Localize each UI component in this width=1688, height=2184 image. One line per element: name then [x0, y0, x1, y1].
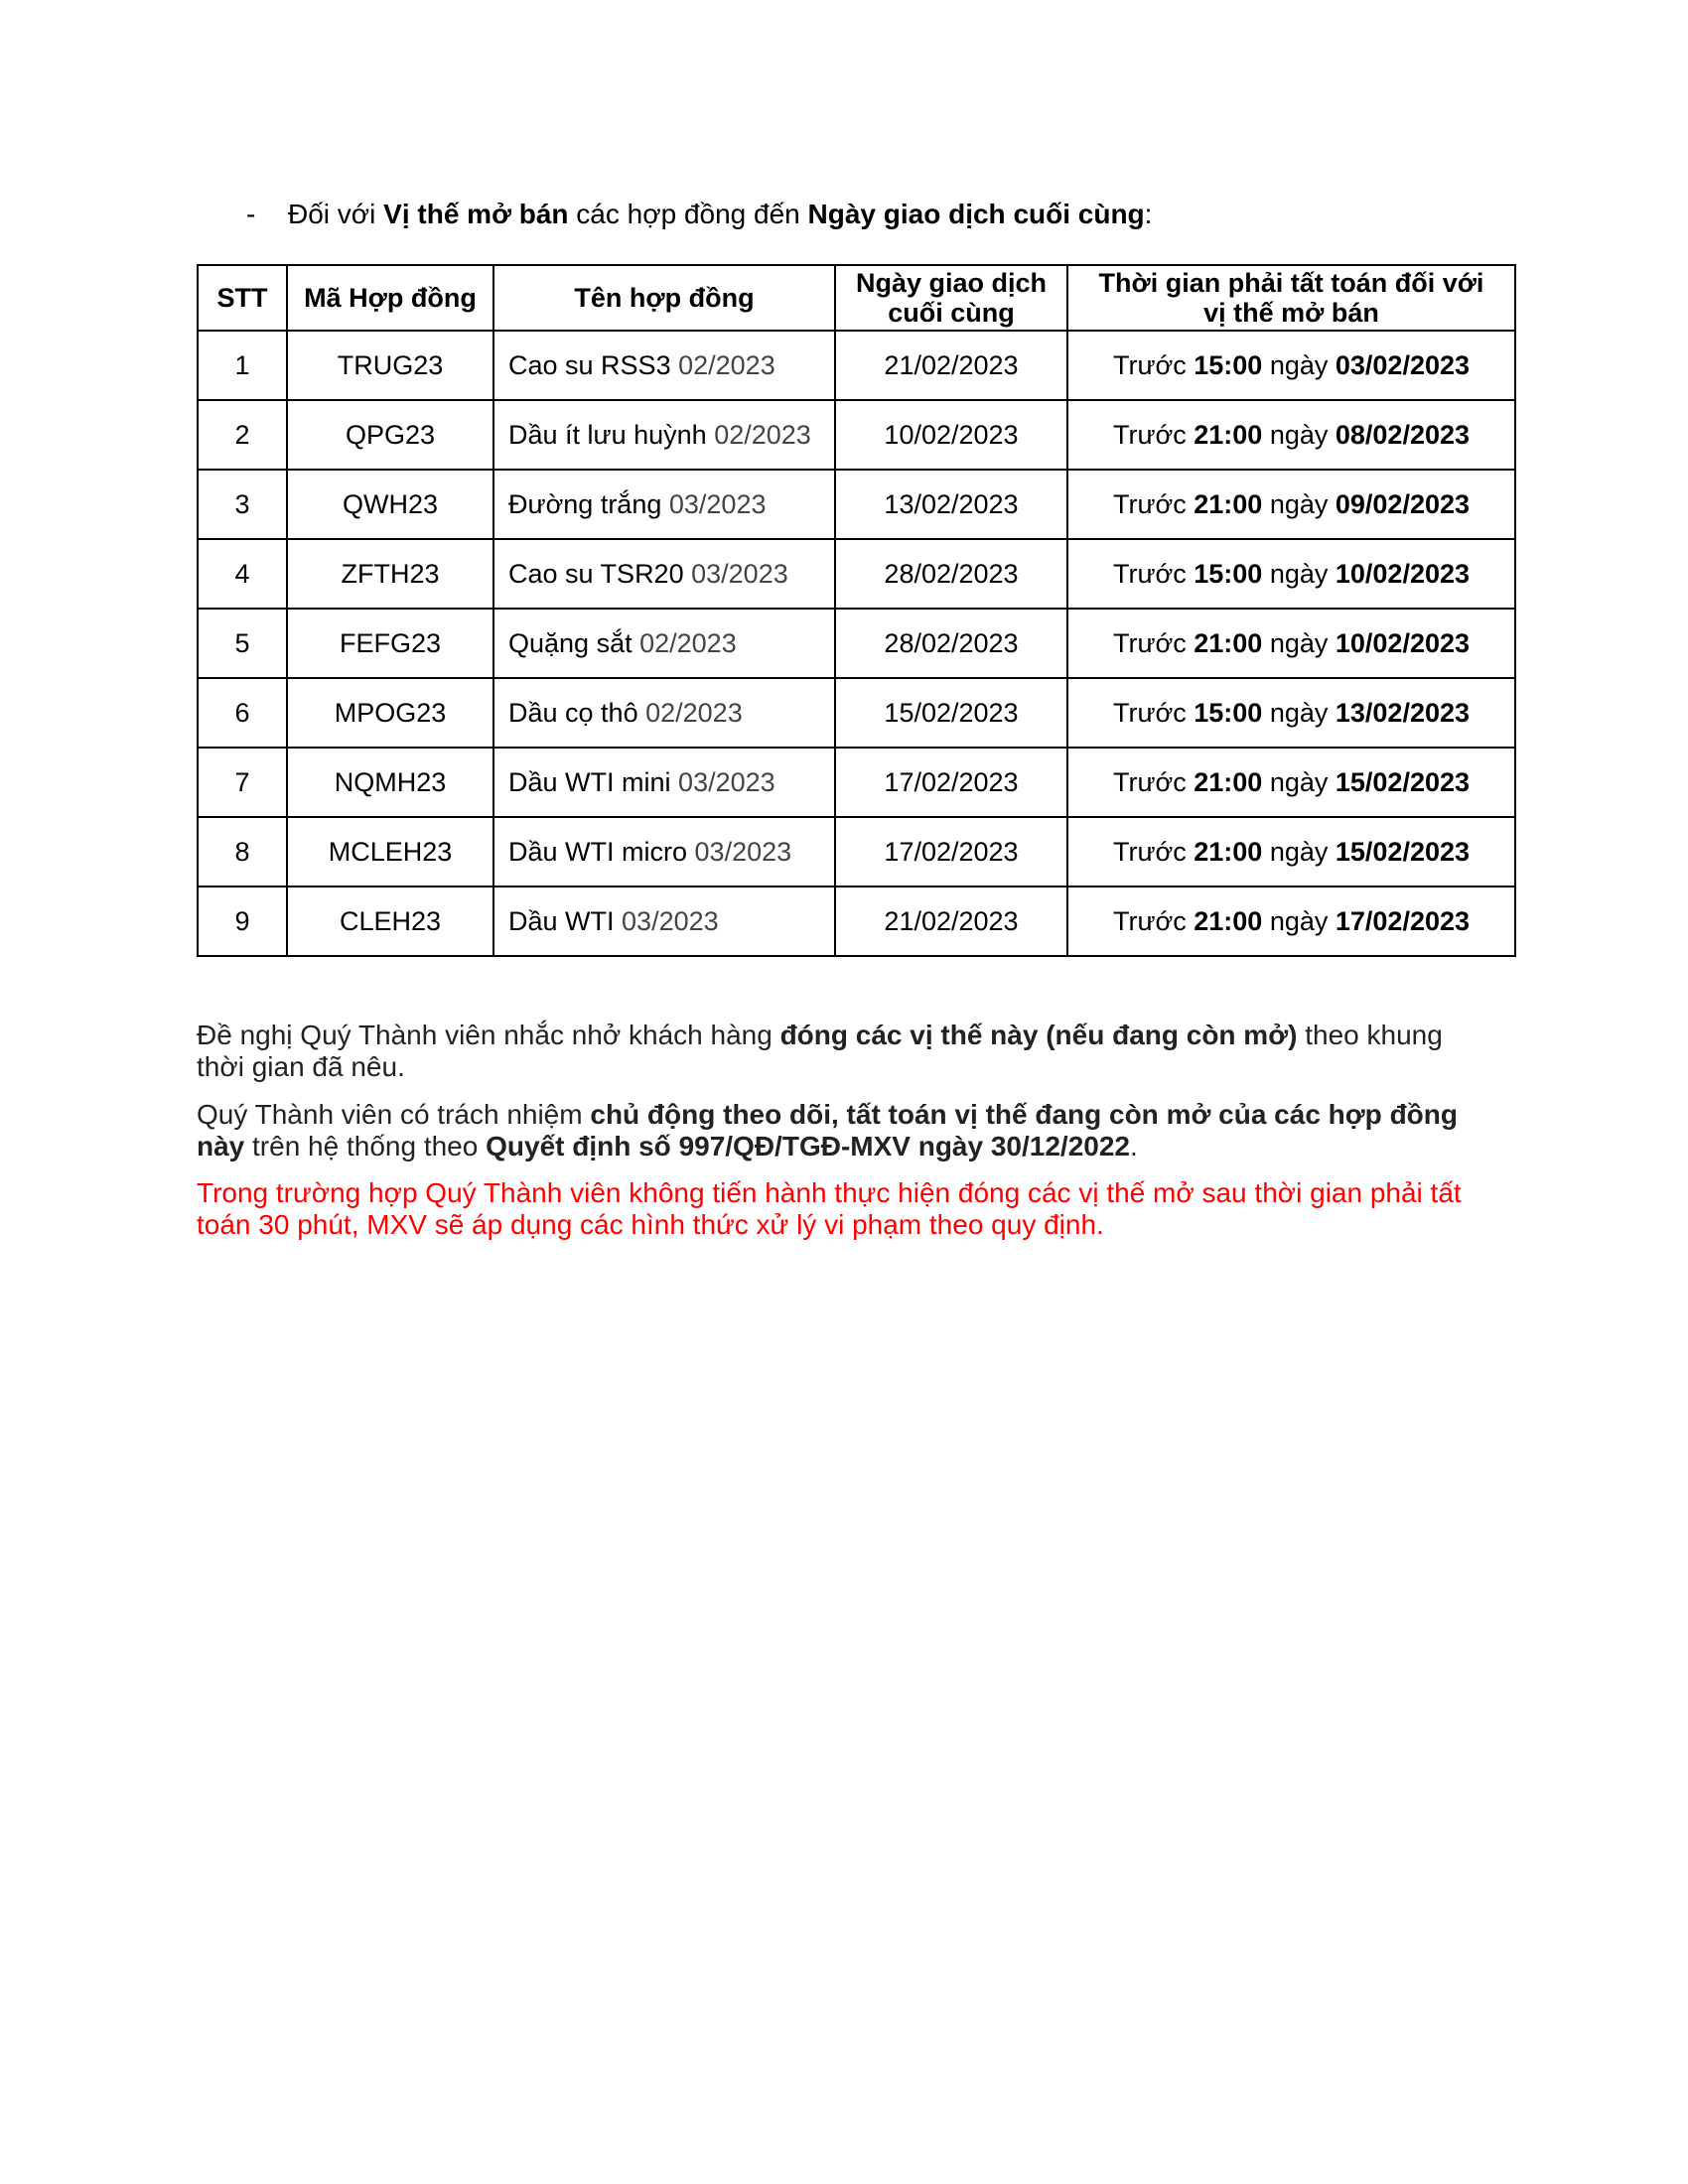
deadline-time: 21:00 — [1194, 627, 1263, 658]
cell-name — [493, 539, 835, 609]
cell-name — [493, 609, 835, 678]
intro-bold-position: Vị thế mở bán — [383, 199, 569, 229]
cell-deadline — [1067, 678, 1515, 748]
cell-last-day: 15/02/2023 — [835, 678, 1067, 748]
deadline-before: Trước — [1112, 488, 1195, 519]
deadline-day-word: ngày — [1262, 766, 1336, 797]
intro-text-1: Đối với — [288, 199, 384, 229]
cell-deadline — [1067, 887, 1515, 956]
deadline-date: 15/02/2023 — [1335, 836, 1471, 867]
p2-text-2: trên hệ thống theo — [244, 1131, 487, 1161]
p2-text-3: . — [1130, 1131, 1138, 1161]
cell-name — [493, 817, 835, 887]
cell-stt: 1 — [198, 331, 287, 400]
cell-name — [493, 470, 835, 539]
contract-name: Dầu WTI — [508, 905, 615, 936]
table-row — [198, 817, 1515, 887]
cell-last-day: 13/02/2023 — [835, 470, 1067, 539]
table-row — [198, 539, 1515, 609]
deadline-date: 13/02/2023 — [1335, 697, 1471, 728]
contract-name: Cao su TSR20 — [508, 558, 684, 589]
cell-last-day: 10/02/2023 — [835, 400, 1067, 470]
cell-name — [493, 400, 835, 470]
cell-last-day: 21/02/2023 — [835, 331, 1067, 400]
header-last-day-line-1: Ngày giao dịch — [855, 268, 1048, 298]
deadline-before: Trước — [1112, 905, 1195, 936]
header-code: Mã Hợp đồng — [287, 265, 493, 331]
cell-last-day: 17/02/2023 — [835, 748, 1067, 817]
paragraph-reminder — [197, 1020, 1477, 1083]
contract-name: Quặng sắt — [508, 627, 633, 658]
contract-name: Đường trắng — [508, 488, 662, 519]
contract-name: Dầu WTI mini — [508, 766, 671, 797]
p2-bold-1: chủ động theo dõi, tất toán vị thế đang còn mở của các hợp đồng này — [197, 1099, 1458, 1161]
p1-text-1: Đề nghị Quý Thành viên nhắc nhở khách hàng — [197, 1020, 780, 1050]
intro-line — [246, 195, 1152, 234]
header-deadline-line-2: vị thế mở bán — [1203, 298, 1379, 328]
contract-month: 03/2023 — [622, 905, 719, 936]
deadline-before: Trước — [1112, 836, 1195, 867]
deadline-date: 17/02/2023 — [1335, 905, 1471, 936]
deadline-day-word: ngày — [1262, 419, 1336, 450]
table-row — [198, 331, 1515, 400]
deadline-date: 08/02/2023 — [1335, 419, 1471, 450]
table-header-row — [198, 265, 1515, 331]
p1-bold: đóng các vị thế này (nếu đang còn mở) — [779, 1020, 1298, 1050]
cell-code: ZFTH23 — [287, 539, 493, 609]
deadline-before: Trước — [1112, 766, 1195, 797]
header-deadline — [1067, 265, 1515, 331]
deadline-before: Trước — [1112, 697, 1195, 728]
deadline-day-word: ngày — [1262, 697, 1336, 728]
cell-code: MPOG23 — [287, 678, 493, 748]
deadline-date: 15/02/2023 — [1335, 766, 1471, 797]
table-row — [198, 748, 1515, 817]
cell-code: NQMH23 — [287, 748, 493, 817]
deadline-day-word: ngày — [1262, 836, 1336, 867]
deadline-day-word: ngày — [1262, 488, 1336, 519]
deadline-before: Trước — [1112, 419, 1195, 450]
deadline-day-word: ngày — [1262, 349, 1336, 380]
p1-text-2: theo khung thời gian đã nêu. — [197, 1020, 1443, 1082]
deadline-time: 15:00 — [1194, 558, 1263, 589]
cell-stt: 6 — [198, 678, 287, 748]
cell-stt: 2 — [198, 400, 287, 470]
deadline-time: 21:00 — [1194, 836, 1263, 867]
table-row — [198, 678, 1515, 748]
cell-last-day: 28/02/2023 — [835, 539, 1067, 609]
deadline-day-word: ngày — [1262, 905, 1336, 936]
contract-month: 02/2023 — [678, 349, 775, 380]
deadline-before: Trước — [1112, 349, 1195, 380]
cell-last-day: 17/02/2023 — [835, 817, 1067, 887]
cell-code: QWH23 — [287, 470, 493, 539]
cell-code: TRUG23 — [287, 331, 493, 400]
deadline-before: Trước — [1112, 558, 1195, 589]
deadline-time: 21:00 — [1194, 905, 1263, 936]
p2-text-1: Quý Thành viên có trách nhiệm — [197, 1099, 591, 1130]
table-row — [198, 470, 1515, 539]
cell-code: MCLEH23 — [287, 817, 493, 887]
cell-stt: 8 — [198, 817, 287, 887]
deadline-time: 15:00 — [1194, 349, 1263, 380]
cell-name — [493, 678, 835, 748]
contract-month: 03/2023 — [694, 836, 792, 867]
contract-name: Dầu WTI micro — [508, 836, 688, 867]
p2-bold-decision: Quyết định số 997/QĐ/TGĐ-MXV ngày 30/12/2022 — [486, 1131, 1130, 1161]
contract-name: Dầu ít lưu huỳnh — [508, 419, 707, 450]
intro-colon: : — [1144, 199, 1153, 229]
header-last-day-line-2: cuối cùng — [888, 298, 1015, 328]
header-name: Tên hợp đồng — [493, 265, 835, 331]
cell-stt: 4 — [198, 539, 287, 609]
deadline-date: 10/02/2023 — [1335, 558, 1471, 589]
cell-deadline — [1067, 539, 1515, 609]
paragraph-warning: Trong trường hợp Quý Thành viên không tiến hành thực hiện đóng các vị thế mở sau thời gian phải tất toán 30 phút, MXV sẽ áp dụng các hình thức xử lý vi phạm theo quy định. — [197, 1177, 1462, 1240]
bullet-dash: - — [246, 199, 256, 229]
cell-deadline — [1067, 470, 1515, 539]
deadline-time: 21:00 — [1194, 488, 1263, 519]
cell-name — [493, 887, 835, 956]
cell-deadline — [1067, 817, 1515, 887]
cell-deadline — [1067, 748, 1515, 817]
cell-deadline — [1067, 331, 1515, 400]
deadline-time: 21:00 — [1194, 419, 1263, 450]
paragraph-responsibility — [197, 1099, 1477, 1162]
deadline-date: 10/02/2023 — [1335, 627, 1471, 658]
cell-deadline — [1067, 609, 1515, 678]
table-row — [198, 609, 1515, 678]
cell-code: CLEH23 — [287, 887, 493, 956]
contract-month: 02/2023 — [639, 627, 737, 658]
contract-name: Cao su RSS3 — [508, 349, 671, 380]
table-row — [198, 400, 1515, 470]
header-last-day — [835, 265, 1067, 331]
cell-code: QPG23 — [287, 400, 493, 470]
deadline-day-word: ngày — [1262, 558, 1336, 589]
cell-name — [493, 331, 835, 400]
contract-month: 03/2023 — [691, 558, 788, 589]
cell-code: FEFG23 — [287, 609, 493, 678]
header-stt: STT — [198, 265, 287, 331]
cell-last-day: 28/02/2023 — [835, 609, 1067, 678]
cell-name — [493, 748, 835, 817]
contract-month: 02/2023 — [714, 419, 811, 450]
cell-last-day: 21/02/2023 — [835, 887, 1067, 956]
contract-month: 03/2023 — [668, 488, 767, 519]
deadline-date: 03/02/2023 — [1335, 349, 1471, 380]
contracts-table — [197, 264, 1516, 957]
contract-month: 03/2023 — [678, 766, 775, 797]
table-row — [198, 887, 1515, 956]
deadline-time: 21:00 — [1194, 766, 1263, 797]
contract-month: 02/2023 — [645, 697, 743, 728]
contract-name: Dầu cọ thô — [508, 697, 638, 728]
cell-stt: 5 — [198, 609, 287, 678]
deadline-day-word: ngày — [1262, 627, 1336, 658]
header-deadline-line-1: Thời gian phải tất toán đối với — [1098, 268, 1484, 298]
cell-stt: 3 — [198, 470, 287, 539]
deadline-date: 09/02/2023 — [1335, 488, 1471, 519]
cell-stt: 7 — [198, 748, 287, 817]
deadline-time: 15:00 — [1194, 697, 1263, 728]
cell-stt: 9 — [198, 887, 287, 956]
deadline-before: Trước — [1112, 627, 1195, 658]
cell-deadline — [1067, 400, 1515, 470]
intro-bold-last-day: Ngày giao dịch cuối cùng — [807, 199, 1145, 229]
intro-text-2: các hợp đồng đến — [568, 199, 808, 229]
table-body — [198, 331, 1515, 956]
